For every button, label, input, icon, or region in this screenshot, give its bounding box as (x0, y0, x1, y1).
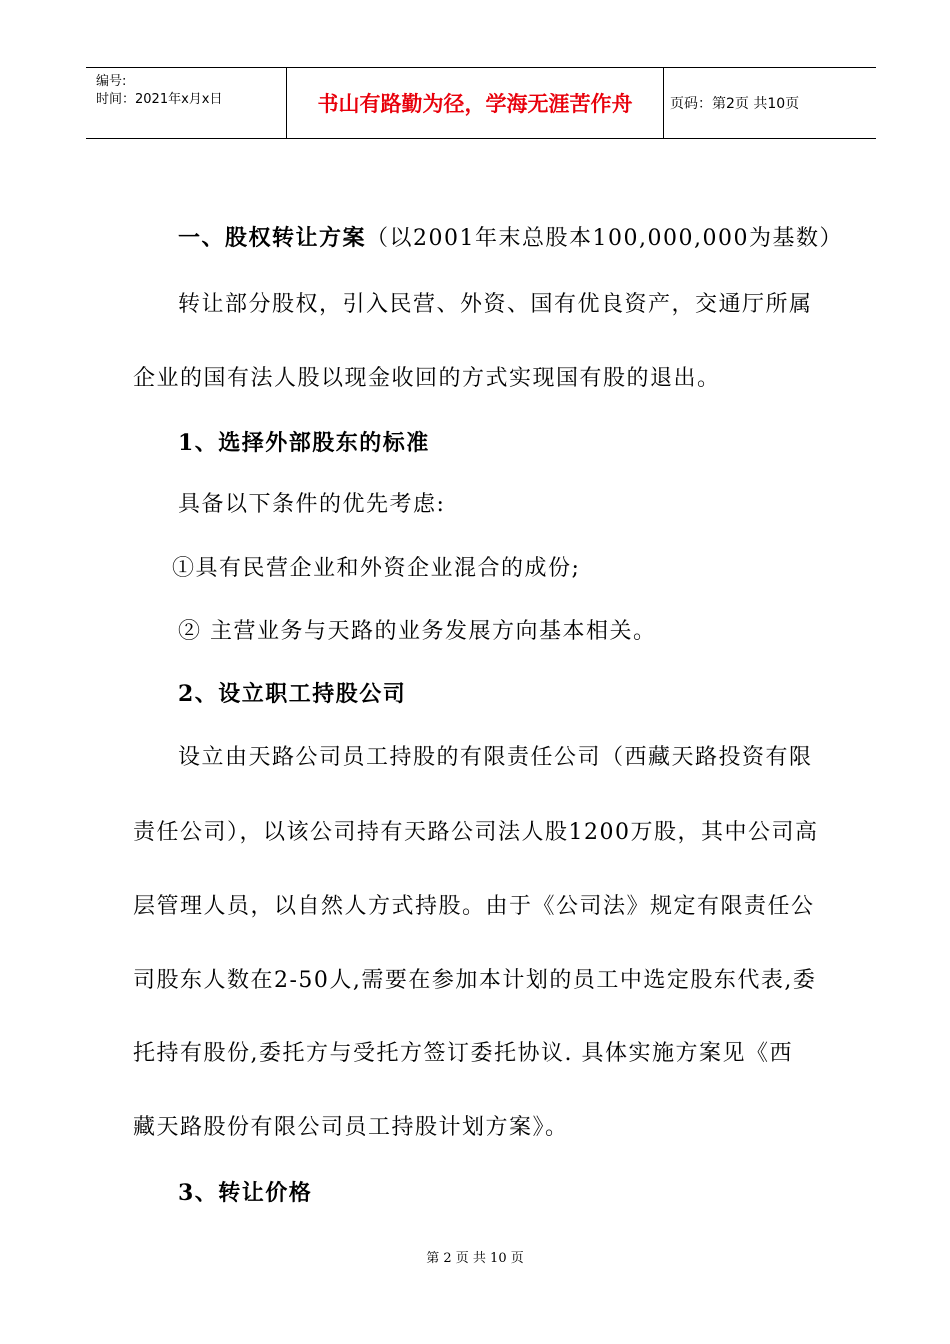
header-time: 时间：2021年x月x日 (96, 92, 223, 107)
header-page-number: 页码：第2页 共10页 (670, 96, 800, 112)
paragraph-3-line-2: 责任公司），以该公司持有天路公司法人股1200万股，其中公司高 (133, 820, 819, 845)
paragraph-2: 具备以下条件的优先考虑: (178, 492, 446, 517)
heading-3: 3、转让价格 (178, 1180, 313, 1206)
paragraph-3-line-3: 层管理人员，以自然人方式持股。由于《公司法》规定有限责任公 (133, 894, 815, 919)
section-title-note: （以2001年末总股本100,000,000为基数） (366, 226, 843, 251)
section-title (178, 221, 843, 252)
paragraph-1-line-1: 转让部分股权，引入民营、外资、国有优良资产，交通厅所属 (178, 292, 813, 317)
list-item-2: ② 主营业务与天路的业务发展方向基本相关。 (178, 619, 657, 644)
paragraph-1-line-2: 企业的国有法人股以现金收回的方式实现国有股的退出。 (133, 366, 721, 391)
paragraph-3-line-1: 设立由天路公司员工持股的有限责任公司（西藏天路投资有限 (178, 745, 813, 770)
list-item-1: ①具有民营企业和外资企业混合的成份; (172, 556, 581, 581)
page-footer: 第 2 页 共 10 页 (426, 1251, 524, 1266)
heading-1: 1、选择外部股东的标准 (178, 430, 430, 456)
section-title-text: 一、股权转让方案 (178, 225, 367, 251)
header-motto: 书山有路勤为径，学海无涯苦作舟 (286, 68, 664, 138)
paragraph-3-line-5: 托持有股份,委托方与受托方签订委托协议. 具体实施方案见《西 (133, 1041, 793, 1066)
paragraph-3-line-6: 藏天路股份有限公司员工持股计划方案》。 (133, 1115, 569, 1140)
paragraph-3-line-4: 司股东人数在2-50人,需要在参加本计划的员工中选定股东代表,委 (133, 968, 817, 993)
header-serial: 编号: (96, 74, 127, 89)
page-header (86, 67, 876, 139)
heading-2: 2、设立职工持股公司 (178, 681, 407, 707)
header-info-cell (86, 68, 286, 138)
